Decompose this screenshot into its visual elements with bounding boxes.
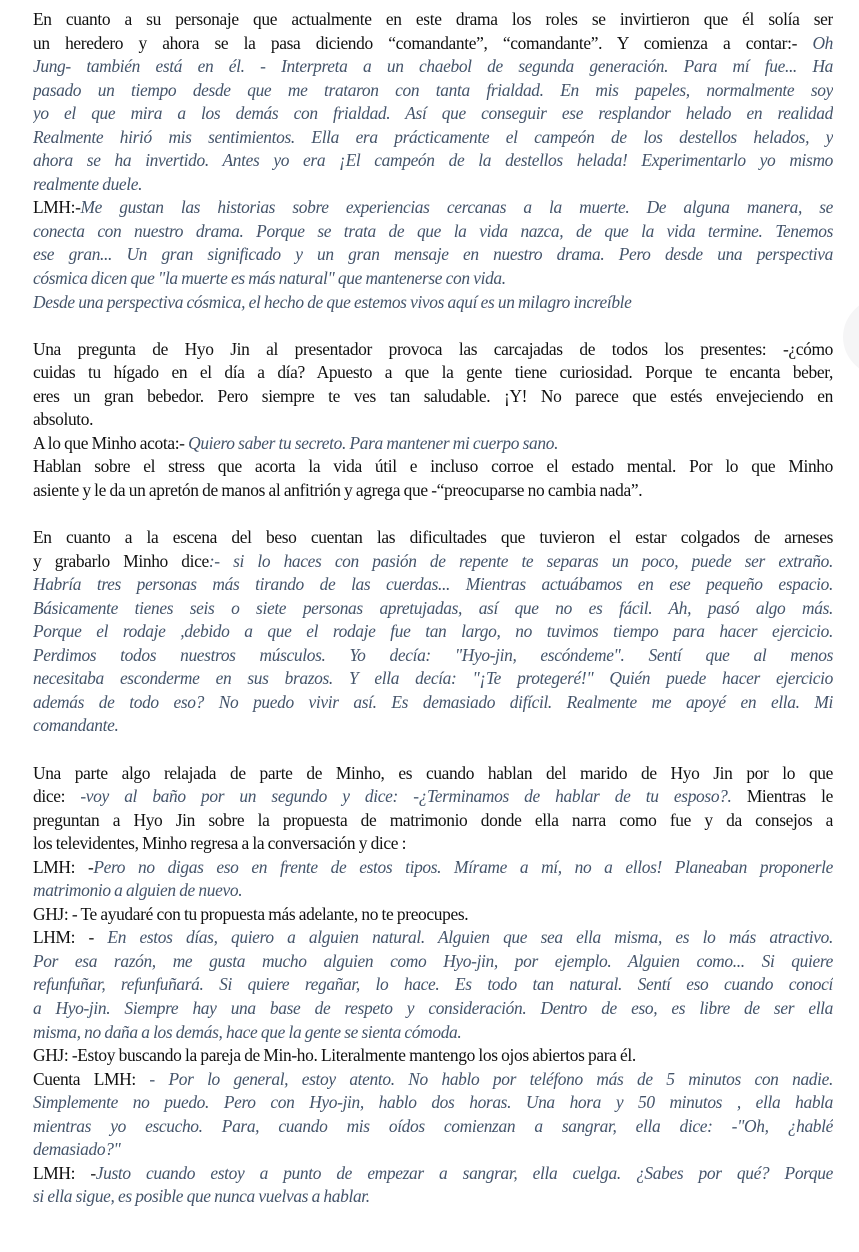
text-line xyxy=(33,879,833,903)
text-line xyxy=(33,267,833,291)
quote-text: Básicamente tienes seis o siete personas apretujadas, así que no es fácil. Ah, pasó algo más. xyxy=(33,597,833,618)
text-line xyxy=(33,997,833,1021)
quote-text: necesitaba esconderme en sus brazos. Y ella decía: "¡Te protegeré!" Quién puede hacer ejercicio xyxy=(33,668,833,689)
text-line xyxy=(33,385,833,409)
text-line xyxy=(33,762,833,786)
text-line xyxy=(33,667,833,691)
quote-text: En estos días, quiero a alguien natural. Alguien que sea ella misma, es lo más atractivo. xyxy=(107,927,833,948)
text-line xyxy=(33,1091,833,1115)
text-line xyxy=(33,620,833,644)
body-text: En cuanto a su personaje que actualmente en este drama los roles se invirtieron que él solía ser xyxy=(33,9,833,29)
text-line xyxy=(33,573,833,597)
text-line xyxy=(33,149,833,173)
quote-text: :- si lo haces con pasión de repente te separas un poco, puede ser extraño. xyxy=(208,550,833,571)
body-text: preguntan a Hyo Jin sobre la propuesta de matrimonio donde ella narra como fue y da consejos a xyxy=(33,809,833,830)
text-line xyxy=(33,361,833,385)
paragraph-spacer xyxy=(33,502,833,526)
quote-text: Me gustan las historias sobre experiencias cercanas a la muerte. De alguna manera, se xyxy=(80,197,833,218)
paragraph xyxy=(33,762,833,1209)
quote-text: Quiero saber tu secreto. Para mantener mi cuerpo sano. xyxy=(188,432,559,453)
quote-text: si ella sigue, es posible que nunca vuelvas a hablar. xyxy=(33,1186,370,1207)
body-text: un heredero y ahora se la pasa diciendo “comandante”, “comandante”. Y comienza a contar:- xyxy=(33,32,813,53)
text-line xyxy=(33,1115,833,1139)
body-text: LHM: - xyxy=(33,927,108,948)
text-line xyxy=(33,714,833,738)
quote-text: Habría tres personas más tirando de las cuerdas... Mientras actuábamos en ese pequeño espacio. xyxy=(33,574,833,595)
quote-text: Por esa razón, me gusta mucho alguien como Hyo-jin, por ejemplo. Alguien como... Si quiere xyxy=(33,950,833,971)
body-text: cuidas tu hígado en el día a día? Apuesto a que la gente tiene curiosidad. Porque te encanta beber, xyxy=(33,362,833,383)
body-text: eres un gran bebedor. Pero siempre te ves tan saludable. ¡Y! No parece que estés envejeciendo en xyxy=(33,385,833,406)
text-line xyxy=(33,432,833,456)
text-line xyxy=(33,291,833,315)
text-line xyxy=(33,644,833,668)
text-line xyxy=(33,856,833,880)
text-line xyxy=(33,455,833,479)
quote-text: comandante. xyxy=(33,715,119,736)
text-line xyxy=(33,1138,833,1162)
quote-text: conecta con nuestro drama. Porque se trata de que la vida nazca, de que la vida termine. Tenemos xyxy=(33,220,833,241)
body-text: A lo que Minho acota:- xyxy=(33,432,189,453)
text-line xyxy=(33,55,833,79)
text-line xyxy=(33,785,833,809)
quote-text: ese gran... Un gran significado y un gran mensaje en nuestro drama. Pero desde una perspectiva xyxy=(33,244,833,265)
body-text: dice: xyxy=(33,786,81,807)
text-line xyxy=(33,126,833,150)
body-text: GHJ: -Estoy buscando la pareja de Min-ho. Literalmente mantengo los ojos abiertos para él. xyxy=(33,1045,636,1066)
decorative-circle xyxy=(843,296,859,378)
paragraph xyxy=(33,338,833,503)
text-line xyxy=(33,1021,833,1045)
body-text: Una pregunta de Hyo Jin al presentador provoca las carcajadas de todos los presentes: -¿cómo xyxy=(33,338,833,359)
quote-text: mientras yo escucho. Para, cuando mis oídos comienzan a sangrar, ella dice: -"Oh, ¿hablé xyxy=(33,1115,833,1136)
quote-text: Jung- también está en él. - Interpreta a un chaebol de segunda generación. Para mí fue... Ha xyxy=(33,56,833,77)
text-line xyxy=(33,173,833,197)
quote-text: ahora se ha invertido. Antes yo era ¡El campeón de la destellos helada! Experimentarlo yo mismo xyxy=(33,150,833,171)
text-line xyxy=(33,102,833,126)
document-page xyxy=(33,8,833,1209)
text-line xyxy=(33,691,833,715)
quote-text: Oh xyxy=(812,32,833,53)
text-line xyxy=(33,220,833,244)
body-text: y grabarlo Minho dice xyxy=(33,550,209,571)
text-line xyxy=(33,950,833,974)
text-line xyxy=(33,338,833,362)
body-text: Cuenta LMH: xyxy=(33,1068,150,1089)
quote-text: Perdimos todos nuestros músculos. Yo decía: "Hyo-jin, escóndeme". Sentí que al menos xyxy=(33,644,833,665)
body-text: asiente y le da un apretón de manos al anfitrión y agrega que -“preocuparse no cambia nada”. xyxy=(33,479,643,500)
body-text: LMH:- xyxy=(33,197,81,218)
text-line xyxy=(33,526,833,550)
body-text: LMH: - xyxy=(33,856,94,877)
text-line xyxy=(33,809,833,833)
body-text: En cuanto a la escena del beso cuentan las dificultades que tuvieron el estar colgados de arneses xyxy=(33,527,833,548)
paragraph-spacer xyxy=(33,738,833,762)
body-text: absoluto. xyxy=(33,409,94,430)
quote-text: a Hyo-jin. Siempre hay una base de respeto y consideración. Dentro de eso, es libre de ser ella xyxy=(33,997,833,1018)
text-line xyxy=(33,196,833,220)
quote-text: Pero no digas eso en frente de estos tipos. Mírame a mí, no a ellos! Planeaban proponerle xyxy=(93,856,833,877)
text-line xyxy=(33,1044,833,1068)
paragraph xyxy=(33,526,833,738)
text-line xyxy=(33,1068,833,1092)
quote-text: realmente duele. xyxy=(33,173,143,194)
text-line xyxy=(33,32,833,56)
quote-text: refunfuñar, refunfuñará. Si quiere regañar, lo hace. Es todo tan natural. Sentí eso cuando conocí xyxy=(33,974,833,995)
quote-text: además de todo eso? No puedo vivir así. Es demasiado difícil. Realmente me apoyé en ella. Mi xyxy=(33,691,833,712)
text-line xyxy=(33,8,833,32)
quote-text: matrimonio a alguien de nuevo. xyxy=(33,880,243,901)
text-line xyxy=(33,243,833,267)
body-text: Una parte algo relajada de parte de Minho, es cuando hablan del marido de Hyo Jin por lo que xyxy=(33,762,833,783)
body-text: Hablan sobre el stress que acorta la vida útil e incluso corroe el estado mental. Por lo que Minho xyxy=(33,456,833,477)
text-line xyxy=(33,832,833,856)
text-line xyxy=(33,597,833,621)
text-line xyxy=(33,973,833,997)
quote-text: Desde una perspectiva cósmica, el hecho de que estemos vivos aquí es un milagro increíble xyxy=(33,291,632,312)
quote-text: yo el que mira a los demás con frialdad. Así que conseguir ese resplandor helado en realidad xyxy=(33,103,833,124)
quote-text: Justo cuando estoy a punto de empezar a sangrar, ella cuelga. ¿Sabes por qué? Porque xyxy=(95,1162,833,1183)
quote-text: Porque el rodaje ,debido a que el rodaje fue tan largo, no tuvimos tiempo para hacer ejercicio. xyxy=(33,621,833,642)
paragraph xyxy=(33,8,833,314)
text-line xyxy=(33,1162,833,1186)
text-line xyxy=(33,926,833,950)
paragraph-spacer xyxy=(33,314,833,338)
text-line xyxy=(33,408,833,432)
text-line xyxy=(33,550,833,574)
body-text: Mientras le xyxy=(731,786,833,807)
quote-text: - Por lo general, estoy atento. No hablo por teléfono más de 5 minutos con nadie. xyxy=(149,1068,833,1089)
text-line xyxy=(33,479,833,503)
quote-text: misma, no daña a los demás, hace que la gente se sienta cómoda. xyxy=(33,1021,462,1042)
body-text: LMH: - xyxy=(33,1162,96,1183)
text-line xyxy=(33,1185,833,1209)
quote-text: Realmente hirió mis sentimientos. Ella era prácticamente el campeón de los destellos helados, y xyxy=(33,126,833,147)
body-text: GHJ: - Te ayudaré con tu propuesta más adelante, no te preocupes. xyxy=(33,903,469,924)
text-line xyxy=(33,903,833,927)
text-line xyxy=(33,79,833,103)
quote-text: cósmica dicen que "la muerte es más natural" que mantenerse con vida. xyxy=(33,268,506,289)
quote-text: Simplemente no puedo. Pero con Hyo-jin, hablo dos horas. Una hora y 50 minutos , ella habla xyxy=(33,1092,833,1113)
quote-text: demasiado?" xyxy=(33,1139,121,1160)
quote-text: pasado un tiempo desde que me trataron con tanta frialdad. En mis papeles, normalmente soy xyxy=(33,79,833,100)
body-text: los televidentes, Minho regresa a la conversación y dice : xyxy=(33,833,407,854)
quote-text: -voy al baño por un segundo y dice: -¿Terminamos de hablar de tu esposo?. xyxy=(80,786,732,807)
